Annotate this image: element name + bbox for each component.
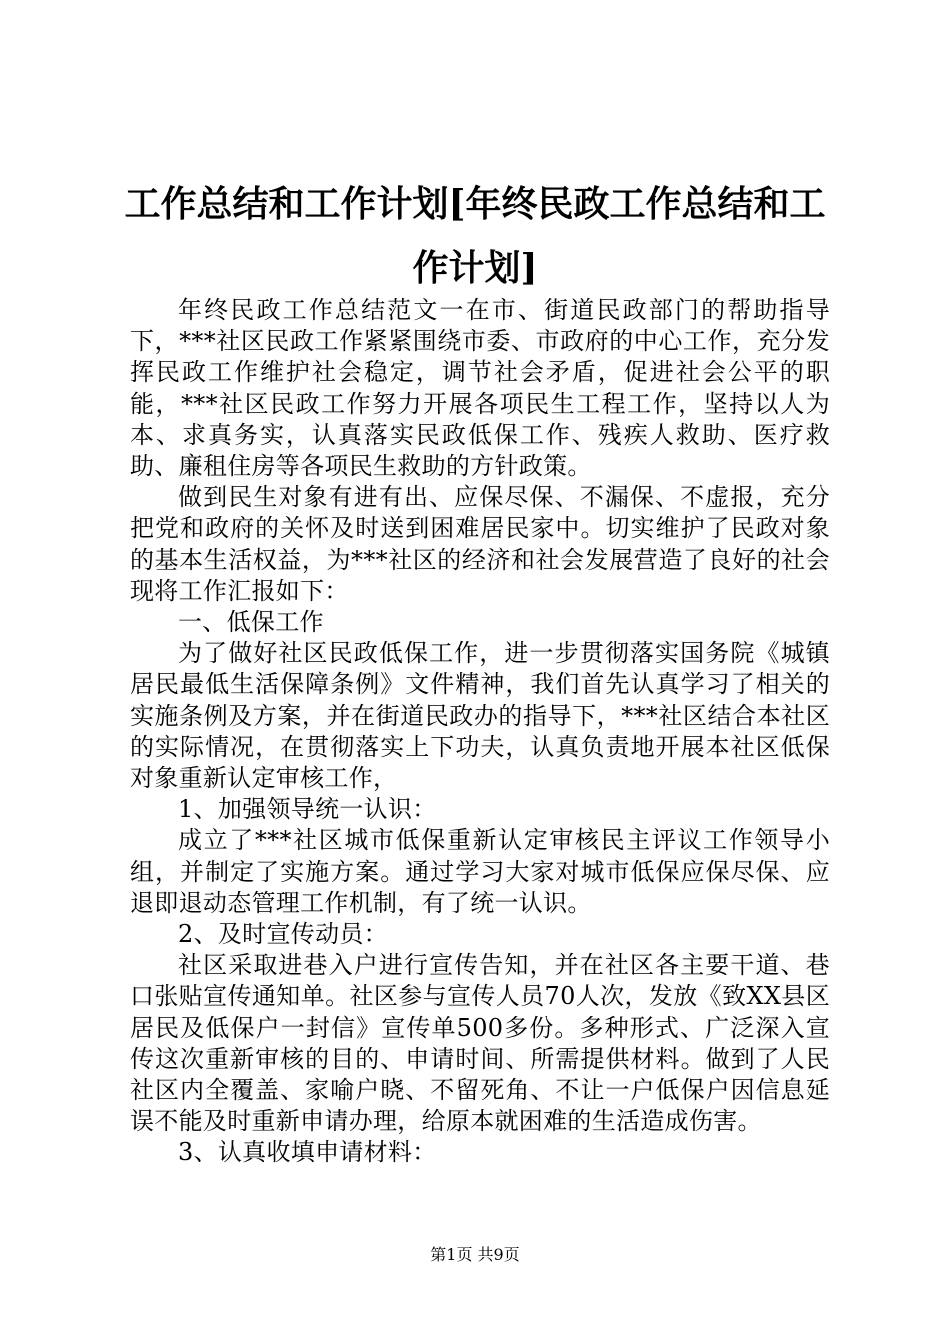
page-footer: 第1页 共9页 [430, 1245, 520, 1264]
subsection-heading: 2、及时宣传动员： [178, 920, 388, 949]
section-heading: 一、低保工作 [178, 608, 324, 637]
paragraph: 社区采取进巷入户进行宣传告知，并在社区各主要干道、巷口张贴宣传通知单。社区参与宣传人员70人次，发放《致XX县区居民及低保户一封信》宣传单500多份。多种形式、广泛深入宣传这次重新审核的目的、申请时间、所需提供材料。做到了人民社区内全覆盖、家喻户晓、不留死角、不让一户低保户因信息延误不能及时重新申请办理，给原本就困难的生活造成伤害。 [130, 951, 830, 1136]
paragraph: 做到民生对象有进有出、应保尽保、不漏保、不虚报，充分把党和政府的关怀及时送到困难居民家中。切实维护了民政对象的基本生活权益，为***社区的经济和社会发展营造了良好的社会现将工作汇报如下： [130, 483, 830, 605]
subsection-heading: 3、认真收填申请材料： [178, 1138, 437, 1167]
subsection-heading: 1、加强领导统一认识： [178, 795, 437, 824]
paragraph: 年终民政工作总结范文一在市、街道民政部门的帮助指导下，***社区民政工作紧紧围绕市委、市政府的中心工作，充分发挥民政工作维护社会稳定，调节社会矛盾，促进社会公平的职能，***社区民政工作努力开展各项民生工程工作，坚持以人为本、求真务实，认真落实民政低保工作、残疾人救助、医疗救助、廉租住房等各项民生救助的方针政策。 [130, 296, 830, 481]
paragraph: 成立了***社区城市低保重新认定审核民主评议工作领导小组，并制定了实施方案。通过学习大家对城市低保应保尽保、应退即退动态管理工作机制，有了统一认识。 [130, 826, 830, 917]
paragraph: 为了做好社区民政低保工作，进一步贯彻落实国务院《城镇居民最低生活保障条例》文件精神，我们首先认真学习了相关的实施条例及方案，并在街道民政办的指导下，***社区结合本社区的实际情况，在贯彻落实上下功夫，认真负责地开展本社区低保对象重新认定审核工作， [130, 639, 830, 793]
document-title: 工作总结和工作计划[年终民政工作总结和工作计划] [124, 183, 826, 289]
document-body [130, 295, 830, 1169]
